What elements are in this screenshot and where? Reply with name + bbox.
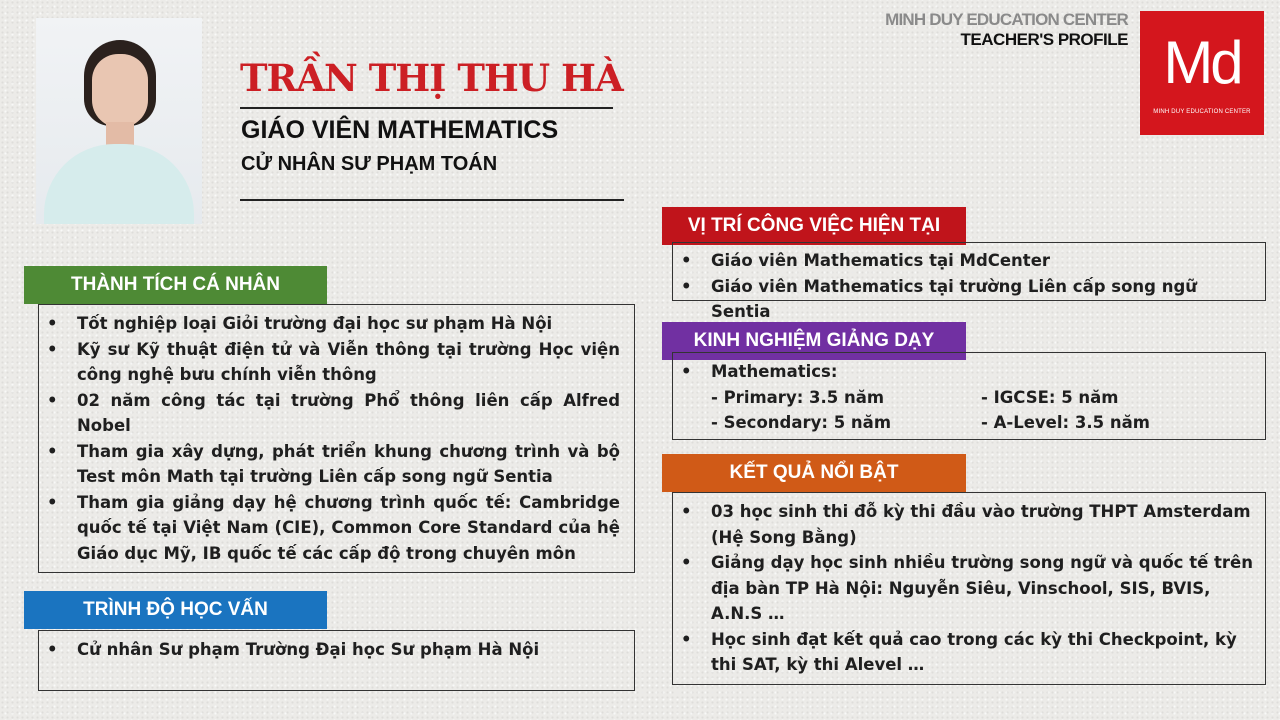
list-item: • Giáo viên Mathematics tại trường Liên cấp song ngữ Sentia <box>673 274 1255 325</box>
experience-levels <box>673 385 1255 436</box>
list-item: • 02 năm công tác tại trường Phổ thông liên cấp Alfred Nobel <box>39 388 620 439</box>
logo-caption: MINH DUY EDUCATION CENTER <box>1153 109 1251 115</box>
teacher-role: GIÁO VIÊN MATHEMATICS <box>241 116 559 144</box>
level-igcse: - IGCSE: 5 năm <box>981 387 1119 407</box>
achievements-box <box>38 304 635 573</box>
list-item: • 03 học sinh thi đỗ kỳ thi đầu vào trường THPT Amsterdam (Hệ Song Bằng) <box>673 499 1255 550</box>
level-a-level: - A-Level: 3.5 năm <box>981 413 1150 432</box>
list-item: • Tốt nghiệp loại Giỏi trường đại học sư phạm Hà Nội <box>39 311 620 337</box>
teacher-name: TRẦN THỊ THU HÀ <box>240 56 623 100</box>
education-box <box>38 630 635 691</box>
achievements-list <box>39 311 620 566</box>
level-secondary: - Secondary: 5 năm <box>711 413 892 432</box>
results-box <box>672 492 1266 685</box>
experience-box <box>672 352 1266 440</box>
list-item: • Cử nhân Sư phạm Trường Đại học Sư phạm Hà Nội <box>39 637 620 663</box>
level-primary: - Primary: 3.5 năm <box>711 387 885 407</box>
education-list <box>39 637 620 663</box>
list-item: • Học sinh đạt kết quả cao trong các kỳ thi Checkpoint, kỳ thi SAT, kỳ thi Alevel … <box>673 627 1255 678</box>
list-item: • Tham gia xây dựng, phát triển khung chương trình và bộ Test môn Math tại trường Liên cấp song ngữ Sentia <box>39 439 620 490</box>
achievements-header: THÀNH TÍCH CÁ NHÂN <box>24 266 327 304</box>
name-divider <box>240 107 613 109</box>
experience-list <box>673 359 1255 385</box>
list-item: • Mathematics: <box>673 359 1255 385</box>
list-item: • Giáo viên Mathematics tại MdCenter <box>673 248 1255 274</box>
position-list <box>673 248 1255 325</box>
list-item: • Giảng dạy học sinh nhiều trường song ngữ và quốc tế trên địa bàn TP Hà Nội: Nguyễn Siêu, Vinschool, SIS, BVIS, A.N.S … <box>673 550 1255 627</box>
results-header: KẾT QUẢ NỔI BẬT <box>662 454 966 492</box>
list-item: • Kỹ sư Kỹ thuật điện tử và Viễn thông tại trường Học viện công nghệ bưu chính viễn thông <box>39 337 620 388</box>
logo-mark: Md <box>1163 29 1241 96</box>
md-logo <box>1140 11 1264 135</box>
position-box <box>672 242 1266 321</box>
education-header: TRÌNH ĐỘ HỌC VẤN <box>24 591 327 629</box>
results-list <box>673 499 1255 678</box>
degree-divider <box>240 199 624 201</box>
center-name: MINH DUY EDUCATION CENTER <box>885 10 1128 29</box>
teacher-photo <box>36 18 202 224</box>
photo-face <box>92 54 148 128</box>
list-item: • Tham gia giảng dạy hệ chương trình quốc tế: Cambridge quốc tế tại Việt Nam (CIE), Common Core Standard của hệ Giáo dục Mỹ, IB quốc tế các cấp độ trong chuyên môn <box>39 490 620 567</box>
profile-label: TEACHER'S PROFILE <box>960 30 1128 49</box>
photo-shirt <box>44 144 194 224</box>
experience-header: KINH NGHIỆM GIẢNG DẠY <box>662 322 966 360</box>
teacher-degree: CỬ NHÂN SƯ PHẠM TOÁN <box>241 153 498 175</box>
position-header: VỊ TRÍ CÔNG VIỆC HIỆN TẠI <box>662 207 966 245</box>
